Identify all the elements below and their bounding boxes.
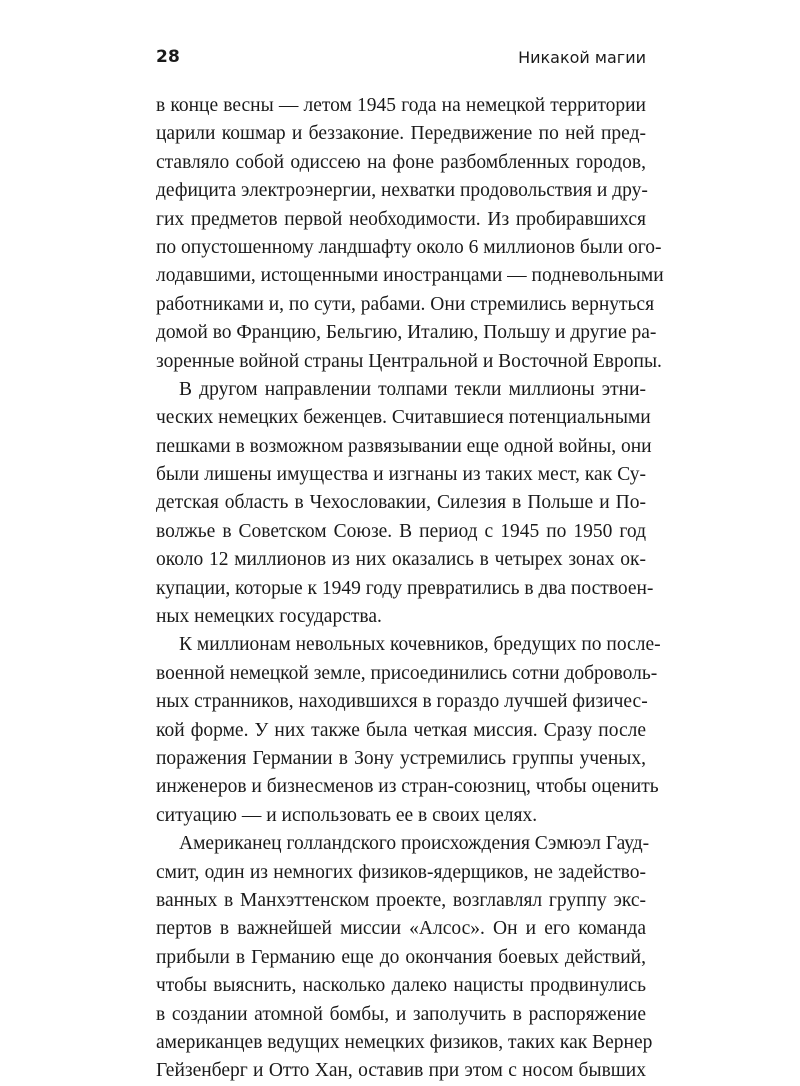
text-line: ных странников, находившихся в гораздо лучшей физичес- bbox=[156, 691, 648, 713]
running-title: Никакой магии bbox=[518, 47, 646, 67]
text-line: военной немецкой земле, присоединились сотни доброволь- bbox=[156, 662, 658, 684]
text-line: домой во Францию, Бельгию, Италию, Польшу и другие ра- bbox=[156, 322, 657, 344]
text-line: купации, которые к 1949 году превратились в два поствоен- bbox=[156, 577, 654, 599]
text-line: кой форме. У них также была четкая миссия. Сразу после bbox=[156, 719, 646, 741]
text-line: зоренные войной страны Центральной и Восточной Европы. bbox=[156, 350, 662, 372]
text-line: волжье в Советском Союзе. В период с 1945 по 1950 год bbox=[156, 520, 646, 542]
text-line: были лишены имущества и изгнаны из таких мест, как Су- bbox=[156, 464, 646, 486]
text-line: детская область в Чехословакии, Силезия в Польше и По- bbox=[156, 492, 646, 514]
text-line: смит, один из немногих физиков-ядерщиков, не задейство- bbox=[156, 861, 646, 883]
page-header bbox=[156, 44, 646, 70]
text-line: прибыли в Германию еще до окончания боевых действий, bbox=[156, 946, 646, 968]
text-line: около 12 миллионов из них оказались в четырех зонах ок- bbox=[156, 549, 646, 571]
text-line: поражения Германии в Зону устремились группы ученых, bbox=[156, 747, 646, 769]
text-line: К миллионам невольных кочевников, бредущих по после- bbox=[179, 634, 661, 656]
body-text bbox=[156, 92, 664, 1086]
text-line: Американец голландского происхождения Сэмюэл Гауд- bbox=[179, 833, 650, 855]
text-line: инженеров и бизнесменов из стран-союзниц, чтобы оценить bbox=[156, 776, 659, 798]
text-line: лодавшими, истощенными иностранцами — подневольными bbox=[156, 265, 664, 287]
paragraph bbox=[156, 92, 664, 376]
text-line: Гейзенберг и Отто Хан, оставив при этом с носом бывших bbox=[156, 1060, 646, 1082]
text-line: по опустошенному ландшафту около 6 миллионов были ого- bbox=[156, 236, 662, 258]
text-line: дефицита электроэнергии, нехватки продовольствия и дру- bbox=[156, 180, 648, 202]
paragraph bbox=[156, 830, 653, 1086]
text-line: гих предметов первой необходимости. Из пробиравшихся bbox=[156, 208, 646, 230]
text-line: ситуацию — и использовать ее в своих целях. bbox=[156, 804, 538, 826]
text-line: ческих немецких беженцев. Считавшиеся потенциальными bbox=[156, 407, 651, 429]
text-line: пешками в возможном развязывании еще одной войны, они bbox=[156, 435, 652, 457]
text-line: работниками и, по сути, рабами. Они стремились вернуться bbox=[156, 293, 655, 315]
text-line: американцев ведущих немецких физиков, таких как Вернер bbox=[156, 1031, 653, 1053]
text-line: ванных в Манхэттенском проекте, возглавлял группу экс- bbox=[156, 889, 646, 911]
text-line: В другом направлении толпами текли миллионы этни- bbox=[179, 378, 646, 400]
paragraph bbox=[156, 631, 661, 830]
text-line: ных немецких государства. bbox=[156, 606, 382, 628]
text-line: ставляло собой одиссею на фоне разбомбленных городов, bbox=[156, 151, 646, 173]
page-number: 28 bbox=[156, 47, 181, 67]
text-line: чтобы выяснить, насколько далеко нацисты продвинулись bbox=[156, 975, 646, 997]
text-line: в конце весны — летом 1945 года на немецкой территории bbox=[156, 95, 646, 116]
text-line: в создании атомной бомбы, и заполучить в распоряжение bbox=[156, 1003, 646, 1025]
text-line: пертов в важнейшей миссии «Алсос». Он и его команда bbox=[156, 918, 646, 940]
text-line: царили кошмар и беззаконие. Передвижение по ней пред- bbox=[156, 123, 646, 145]
paragraph bbox=[156, 376, 654, 632]
